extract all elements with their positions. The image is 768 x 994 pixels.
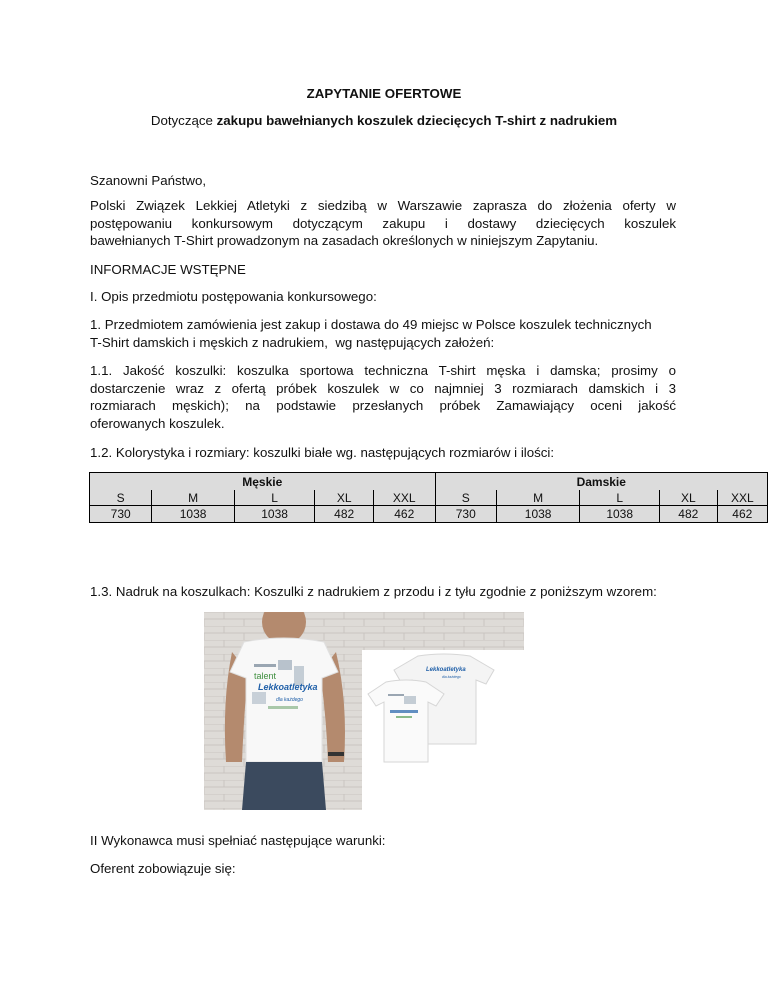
intro-line-2: postępowaniu konkursowym dotyczącym zakupu i dostawy dziecięcych koszulek bbox=[90, 215, 676, 231]
print-filler bbox=[404, 696, 416, 704]
point-1-1-line-3: rozmiarach męskich); na podstawie przesłanych próbek Zamawiający oceni jakość bbox=[90, 398, 676, 414]
group-men: Męskie bbox=[90, 473, 436, 491]
subtitle-bold: zakupu bawełnianych koszulek dziecięcych T-shirt z nadrukiem bbox=[216, 113, 618, 128]
point-1-1-line-2: dostarczenie wraz z ofertą próbek koszulek w co najmniej 3 rozmiarach damskich i 3 bbox=[90, 380, 676, 396]
men-value-l: 1038 bbox=[234, 506, 315, 523]
print-filler bbox=[278, 660, 292, 670]
point-1-1-line-4: oferowanych koszulek. bbox=[90, 415, 225, 431]
women-size-xl: XL bbox=[660, 490, 718, 506]
intro-line-3: bawełnianych T-Shirt prowadzonym na zasadach określonych w niniejszym Zapytaniu. bbox=[90, 233, 599, 249]
print-filler bbox=[254, 664, 276, 667]
men-size-xl: XL bbox=[315, 490, 374, 506]
men-value-s: 730 bbox=[90, 506, 152, 523]
section-two-heading: II Wykonawca musi spełniać następujące warunki: bbox=[90, 833, 386, 848]
point-1-1-line-1: 1.1. Jakość koszulki: koszulka sportowa techniczna T-shirt męska i damska; prosimy o bbox=[90, 363, 676, 378]
women-value-xxl: 462 bbox=[717, 506, 767, 523]
document-title: ZAPYTANIE OFERTOWE bbox=[306, 86, 462, 101]
subtitle-prefix: Dotyczące bbox=[150, 113, 217, 128]
sizes-table bbox=[89, 472, 768, 523]
bracelet bbox=[328, 752, 344, 756]
tshirt-print-photo bbox=[204, 612, 524, 810]
point-1-line-1: 1. Przedmiotem zamówienia jest zakup i dostawa do 49 miejsc w Polsce koszulek technicznych bbox=[90, 317, 652, 332]
men-value-xxl: 462 bbox=[373, 506, 435, 523]
print-filler bbox=[388, 694, 404, 696]
print-filler bbox=[390, 710, 418, 713]
print-filler bbox=[268, 706, 298, 709]
print-filler bbox=[252, 692, 266, 704]
contractor-line: Oferent zobowiązuje się: bbox=[90, 861, 236, 876]
men-size-m: M bbox=[152, 490, 234, 506]
men-size-s: S bbox=[90, 490, 152, 506]
print-word-talent: talent bbox=[254, 671, 277, 681]
point-1-3: 1.3. Nadruk na koszulkach: Koszulki z nadrukiem z przodu i z tyłu zgodnie z poniższym wzorem: bbox=[90, 584, 657, 599]
group-women: Damskie bbox=[435, 473, 767, 491]
men-value-xl: 482 bbox=[315, 506, 374, 523]
women-value-xl: 482 bbox=[660, 506, 718, 523]
print-front-main: Lekkoatletyka bbox=[258, 682, 318, 692]
point-1-2: 1.2. Kolorystyka i rozmiary: koszulki białe wg. następujących rozmiarów i ilości: bbox=[90, 445, 555, 460]
man-jeans bbox=[242, 762, 326, 810]
print-front-sub: dla każdego bbox=[276, 697, 303, 703]
point-1-1-paragraph bbox=[90, 362, 676, 432]
print-back-sub: dla każdego bbox=[442, 675, 461, 679]
women-size-xxl: XXL bbox=[717, 490, 767, 506]
women-size-s: S bbox=[435, 490, 496, 506]
men-size-xxl: XXL bbox=[373, 490, 435, 506]
men-value-m: 1038 bbox=[152, 506, 234, 523]
print-filler bbox=[396, 716, 412, 718]
section-one-heading: I. Opis przedmiotu postępowania konkursowego: bbox=[90, 289, 377, 304]
section-intro-heading: INFORMACJE WSTĘPNE bbox=[90, 262, 246, 277]
point-1-paragraph bbox=[90, 316, 690, 351]
intro-line-1: Polski Związek Lekkiej Atletyki z siedzibą w Warszawie zaprasza do złożenia oferty w bbox=[90, 198, 676, 213]
women-size-m: M bbox=[496, 490, 579, 506]
greeting: Szanowni Państwo, bbox=[90, 173, 207, 188]
document-subtitle bbox=[0, 113, 768, 128]
women-size-l: L bbox=[580, 490, 660, 506]
men-size-l: L bbox=[234, 490, 315, 506]
intro-paragraph bbox=[90, 197, 676, 250]
women-value-l: 1038 bbox=[580, 506, 660, 523]
point-1-line-2: T-Shirt damskich i męskich z nadrukiem, wg następujących założeń: bbox=[90, 334, 495, 350]
women-value-s: 730 bbox=[435, 506, 496, 523]
women-value-m: 1038 bbox=[496, 506, 579, 523]
print-back-main: Lekkoatletyka bbox=[426, 667, 466, 673]
